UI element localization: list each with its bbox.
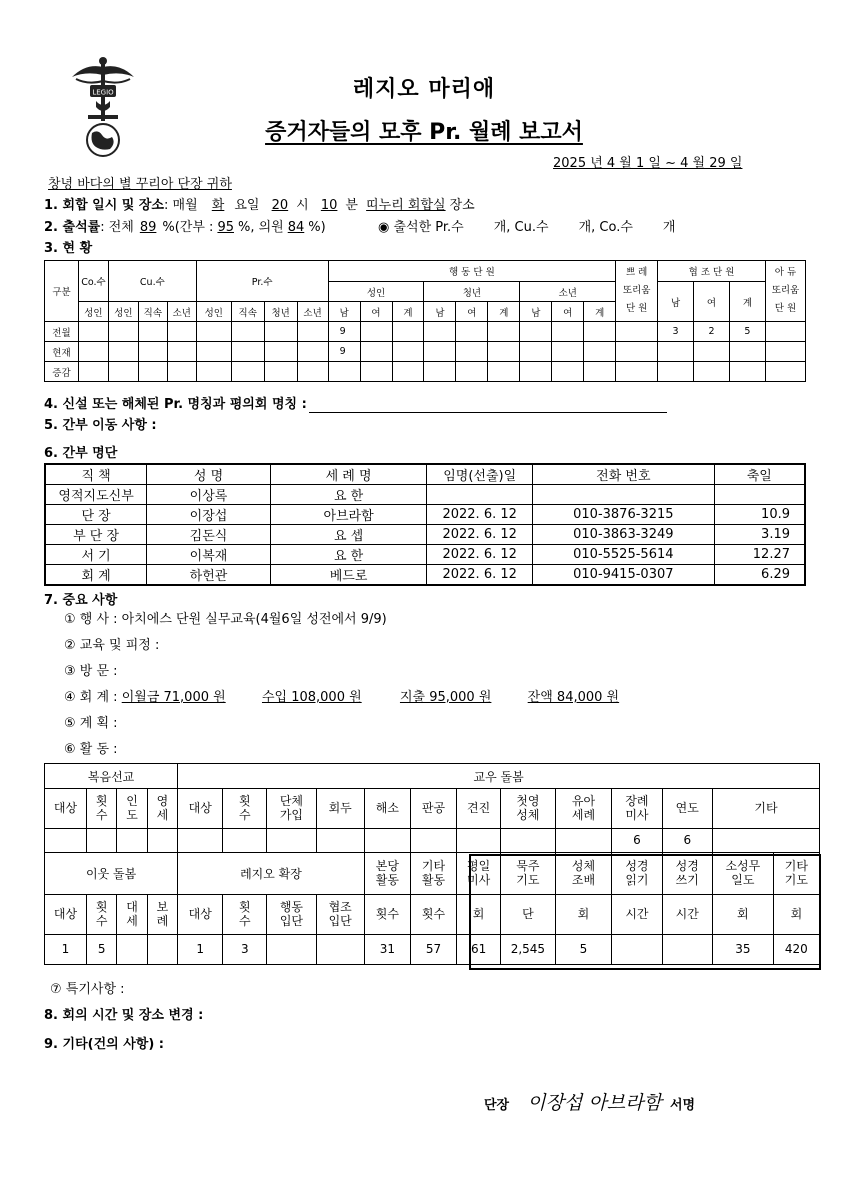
aux-male-header: 남 — [658, 282, 694, 322]
activity-header-cell: 기타 — [712, 789, 819, 829]
activity-header-cell: 단체 가입 — [267, 789, 316, 829]
activity-header-cell: 판공 — [410, 789, 456, 829]
attendance-total[interactable]: 89 — [139, 220, 157, 235]
aux-total-cell[interactable] — [729, 342, 765, 362]
meeting-place[interactable]: 띠누리 회합실 — [366, 198, 446, 213]
pr-sub-header: 직속 — [231, 302, 264, 322]
activity-header-row — [45, 789, 820, 829]
activity-unit-cell: 협조 입단 — [316, 895, 364, 935]
activity-value-cell[interactable] — [712, 829, 819, 853]
aux-female-cell[interactable]: 2 — [694, 322, 730, 342]
activity-unit-cell: 단 — [501, 895, 556, 935]
activity-count-cell[interactable]: 31 — [364, 935, 410, 965]
status-header-junior: 소년 — [520, 282, 616, 302]
status-header-auxiliary: 협 조 단 원 — [658, 261, 766, 282]
status-header-pr: Pr.수 — [196, 261, 328, 302]
attendance-officers[interactable]: 95 — [217, 220, 234, 235]
activity-header-cell: 횟 수 — [223, 789, 267, 829]
activity-header-cell: 장례 미사 — [612, 789, 662, 829]
activity-header-cell: 기타 활동 — [410, 853, 456, 895]
activity-header-cell: 묵주 기도 — [501, 853, 556, 895]
aux-female-cell[interactable] — [694, 342, 730, 362]
meeting-day[interactable]: 화 — [211, 198, 225, 213]
officers-table — [44, 463, 806, 586]
activity-header-cell: 본당 활동 — [364, 853, 410, 895]
important-event: ① 행 사 : 아치에스 단원 실무교육(4월6일 성전에서 9/9) — [64, 612, 387, 627]
activity-unit-cell: 횟수 — [364, 895, 410, 935]
section-9: 9. 기타(건의 사항) : — [44, 1037, 164, 1052]
aux-female-header: 여 — [694, 282, 730, 322]
officers-header: 축일 — [714, 464, 805, 485]
activity-header-cell: 기타 기도 — [773, 853, 819, 895]
status-row — [45, 342, 806, 362]
status-header-adult: 성인 — [328, 282, 424, 302]
activity-value-cell[interactable] — [223, 829, 267, 853]
activity-count-cell[interactable]: 1 — [178, 935, 223, 965]
org-title: 레지오 마리애 — [352, 77, 496, 102]
signature-suffix: 서명 — [669, 1098, 696, 1113]
activity-header-cell: 영 세 — [147, 789, 177, 829]
activity-value-cell[interactable] — [555, 829, 612, 853]
activity-unit-cell: 대상 — [178, 895, 223, 935]
activity-unit-cell: 회 — [712, 895, 773, 935]
activity-header-cell: 견진 — [457, 789, 501, 829]
activity-header-cell: 연도 — [662, 789, 712, 829]
officer-row: 서 기 이복재 요 한 2022. 6. 12 010-5525-5614 12.27 — [45, 545, 805, 565]
activity-unit-cell: 횟수 — [410, 895, 456, 935]
attendance-line: 2. 출석률: 전체 89 %(간부 : 95 %, 의원 84 %) ◉ 출석한 Pr.수 개, Cu.수 개, Co.수 개 — [44, 220, 676, 235]
mfx-header: 계 — [584, 302, 616, 322]
status-table — [44, 260, 806, 382]
activity-count-cell[interactable]: 420 — [773, 935, 819, 965]
officer-row: 회 계 하헌관 베드로 2022. 6. 12 010-9415-0307 6.29 — [45, 565, 805, 586]
aux-female-cell[interactable] — [694, 362, 730, 382]
aux-male-cell[interactable] — [658, 362, 694, 382]
officer-row: 단 장 이장섭 아브라함 2022. 6. 12 010-3876-3215 10.9 — [45, 505, 805, 525]
activity-value-cell[interactable] — [147, 829, 177, 853]
activity-value-cell[interactable] — [457, 829, 501, 853]
mfx-header: 남 — [328, 302, 360, 322]
new-presidium-field[interactable] — [309, 397, 667, 413]
activity-unit-cell: 보 례 — [147, 895, 177, 935]
important-special: ⑦ 특기사항 : — [50, 982, 125, 997]
signature-block — [484, 1088, 695, 1115]
expense-amount: 지출 95,000 원 — [399, 690, 492, 705]
report-period: 2025 년 4 월 1 일 ~ 4 월 29 일 — [553, 156, 743, 171]
activity-header-cell: 성체 조배 — [555, 853, 612, 895]
activity-count-cell[interactable]: 61 — [457, 935, 501, 965]
activity-unit-cell: 횟 수 — [86, 895, 116, 935]
activity-value-row — [45, 829, 820, 853]
status-header-praetorian: 쁘 레 또리움 단 원 — [616, 261, 658, 322]
status-header-adjutorian: 아 듀 또리움 단 원 — [765, 261, 805, 322]
mfx-header: 여 — [456, 302, 488, 322]
cu-sub-header: 소년 — [167, 302, 196, 322]
activity-value-cell[interactable] — [364, 829, 410, 853]
mfx-header: 여 — [552, 302, 584, 322]
activity-header-cell: 대상 — [45, 789, 87, 829]
activity-unit-cell: 회 — [457, 895, 501, 935]
meeting-minute[interactable]: 10 — [320, 198, 338, 213]
aux-male-cell[interactable] — [658, 342, 694, 362]
pr-sub-header: 소년 — [297, 302, 328, 322]
status-header-cu: Cu.수 — [108, 261, 196, 302]
important-education: ② 교육 및 피정 : — [64, 638, 160, 653]
activity-count-cell[interactable]: 1 — [45, 935, 87, 965]
activity-header-cell: 성경 읽기 — [612, 853, 662, 895]
activity-count-cell[interactable] — [267, 935, 316, 965]
activity-count-row — [45, 935, 820, 965]
income-amount: 수입 108,000 원 — [261, 690, 362, 705]
aux-total-cell[interactable]: 5 — [729, 322, 765, 342]
status-adult-male-cell[interactable] — [328, 362, 360, 382]
aux-male-cell[interactable]: 3 — [658, 322, 694, 342]
cu-sub-header: 직속 — [138, 302, 167, 322]
activity-value-cell[interactable] — [267, 829, 316, 853]
important-label: 7. 중요 사항 — [44, 593, 118, 608]
officers-label: 6. 간부 명단 — [44, 446, 118, 461]
activity-value-cell[interactable] — [117, 829, 147, 853]
activity-count-cell[interactable]: 5 — [555, 935, 612, 965]
officer-row: 영적지도신부 이상록 요 한 — [45, 485, 805, 505]
activity-unit-cell: 시간 — [662, 895, 712, 935]
legio-expansion-header: 레지오 확장 — [178, 853, 365, 895]
meeting-hour[interactable]: 20 — [271, 198, 289, 213]
status-adult-male-cell[interactable]: 9 — [328, 342, 360, 362]
status-row-label: 현재 — [45, 342, 79, 362]
section-5: 5. 간부 이동 사항 : — [44, 418, 157, 433]
activity-table — [44, 763, 820, 965]
status-header-youth: 청년 — [424, 282, 520, 302]
signature-title: 단장 — [484, 1098, 510, 1113]
parishioner-care-header: 교우 돌봄 — [178, 764, 820, 789]
status-label: 3. 현 황 — [44, 241, 93, 256]
balance-amount: 잔액 84,000 원 — [527, 690, 620, 705]
status-row-label: 증감 — [45, 362, 79, 382]
officers-header: 전화 번호 — [533, 464, 715, 485]
activity-header-cell: 회두 — [316, 789, 364, 829]
mfx-header: 계 — [392, 302, 424, 322]
activity-header-cell: 성경 쓰기 — [662, 853, 712, 895]
activity-count-cell[interactable] — [662, 935, 712, 965]
status-header-co: Co.수 — [78, 261, 108, 302]
report-title: 증거자들의 모후 Pr. 월례 보고서 — [265, 120, 583, 145]
attendance-members[interactable]: 84 — [287, 220, 305, 235]
co-adult-header: 성인 — [78, 302, 108, 322]
activity-count-cell[interactable]: 5 — [86, 935, 116, 965]
status-row-label: 전월 — [45, 322, 79, 342]
activity-value-cell[interactable] — [178, 829, 223, 853]
svg-text:LEGIO: LEGIO — [92, 88, 114, 97]
activity-count-cell[interactable]: 3 — [223, 935, 267, 965]
activity-header-cell: 인 도 — [117, 789, 147, 829]
evangelization-header: 복음선교 — [45, 764, 178, 789]
activity-header-cell: 횟 수 — [86, 789, 116, 829]
activity-count-cell[interactable] — [147, 935, 177, 965]
activity-unit-cell: 횟 수 — [223, 895, 267, 935]
section-8: 8. 회의 시간 및 장소 변경 : — [44, 1008, 204, 1023]
mfx-header: 여 — [360, 302, 392, 322]
activity-count-cell[interactable]: 35 — [712, 935, 773, 965]
meeting-line: 1. 회합 일시 및 장소: 매월 화 요일 20 시 10 분 띠누리 회합실 장소 — [44, 198, 475, 213]
carried-amount: 이월금 71,000 원 — [121, 690, 226, 705]
status-header-active: 행 동 단 원 — [328, 261, 616, 282]
activity-value-cell[interactable] — [410, 829, 456, 853]
aux-total-header: 계 — [729, 282, 765, 322]
activity-unit-cell: 회 — [555, 895, 612, 935]
activity-header-cell: 첫영 성체 — [501, 789, 556, 829]
activity-count-cell[interactable]: 57 — [410, 935, 456, 965]
important-activity: ⑥ 활 동 : — [64, 742, 118, 757]
signature-name[interactable]: 이장섭 아브라함 — [527, 1092, 662, 1114]
activity-count-cell[interactable] — [612, 935, 662, 965]
aux-total-cell[interactable] — [729, 362, 765, 382]
mfx-header: 계 — [488, 302, 520, 322]
activity-unit-cell: 대 세 — [117, 895, 147, 935]
activity-unit-cell: 회 — [773, 895, 819, 935]
activity-header-cell: 소성무 일도 — [712, 853, 773, 895]
important-plan: ⑤ 계 획 : — [64, 716, 118, 731]
activity-value-cell[interactable]: 6 — [662, 829, 712, 853]
activity-header-cell: 평일 미사 — [457, 853, 501, 895]
activity-unit-cell: 행동 입단 — [267, 895, 316, 935]
officers-header: 세 례 명 — [270, 464, 427, 485]
activity-unit-cell: 시간 — [612, 895, 662, 935]
activity-unit-row — [45, 895, 820, 935]
activity-header-cell: 해소 — [364, 789, 410, 829]
officer-row: 부 단 장 김돈식 요 셉 2022. 6. 12 010-3863-3249 3.19 — [45, 525, 805, 545]
status-adult-male-cell[interactable]: 9 — [328, 322, 360, 342]
status-header-gubun: 구분 — [45, 261, 79, 322]
important-accounting: ④ 회 계 : 이월금 71,000 원 수입 108,000 원 지출 95,000 원 잔액 84,000 원 — [64, 690, 620, 705]
activity-value-cell[interactable]: 6 — [612, 829, 662, 853]
important-visit: ③ 방 문 : — [64, 664, 118, 679]
officers-header: 임명(선출)일 — [427, 464, 533, 485]
section-4: 4. 신설 또는 해체된 Pr. 명칭과 평의회 명칭 : — [44, 393, 667, 413]
activity-header-cell: 유아 세례 — [555, 789, 612, 829]
activity-header-cell: 대상 — [178, 789, 223, 829]
neighbor-care-header: 이웃 돌봄 — [45, 853, 178, 895]
activity-count-cell[interactable]: 2,545 — [501, 935, 556, 965]
addressee: 창녕 바다의 별 꾸리아 단장 귀하 — [48, 177, 232, 192]
mfx-header: 남 — [424, 302, 456, 322]
officers-header: 직 책 — [45, 464, 147, 485]
activity-value-cell[interactable] — [316, 829, 364, 853]
activity-value-cell[interactable] — [45, 829, 87, 853]
activity-count-cell[interactable] — [316, 935, 364, 965]
activity-unit-cell: 대상 — [45, 895, 87, 935]
pr-sub-header: 성인 — [196, 302, 231, 322]
status-row — [45, 362, 806, 382]
activity-value-cell[interactable] — [86, 829, 116, 853]
activity-value-cell[interactable] — [501, 829, 556, 853]
status-row — [45, 322, 806, 342]
mfx-header: 남 — [520, 302, 552, 322]
officers-header: 성 명 — [147, 464, 271, 485]
pr-sub-header: 청년 — [264, 302, 297, 322]
activity-count-cell[interactable] — [117, 935, 147, 965]
activity-header-row-2 — [45, 853, 820, 895]
cu-sub-header: 성인 — [108, 302, 138, 322]
